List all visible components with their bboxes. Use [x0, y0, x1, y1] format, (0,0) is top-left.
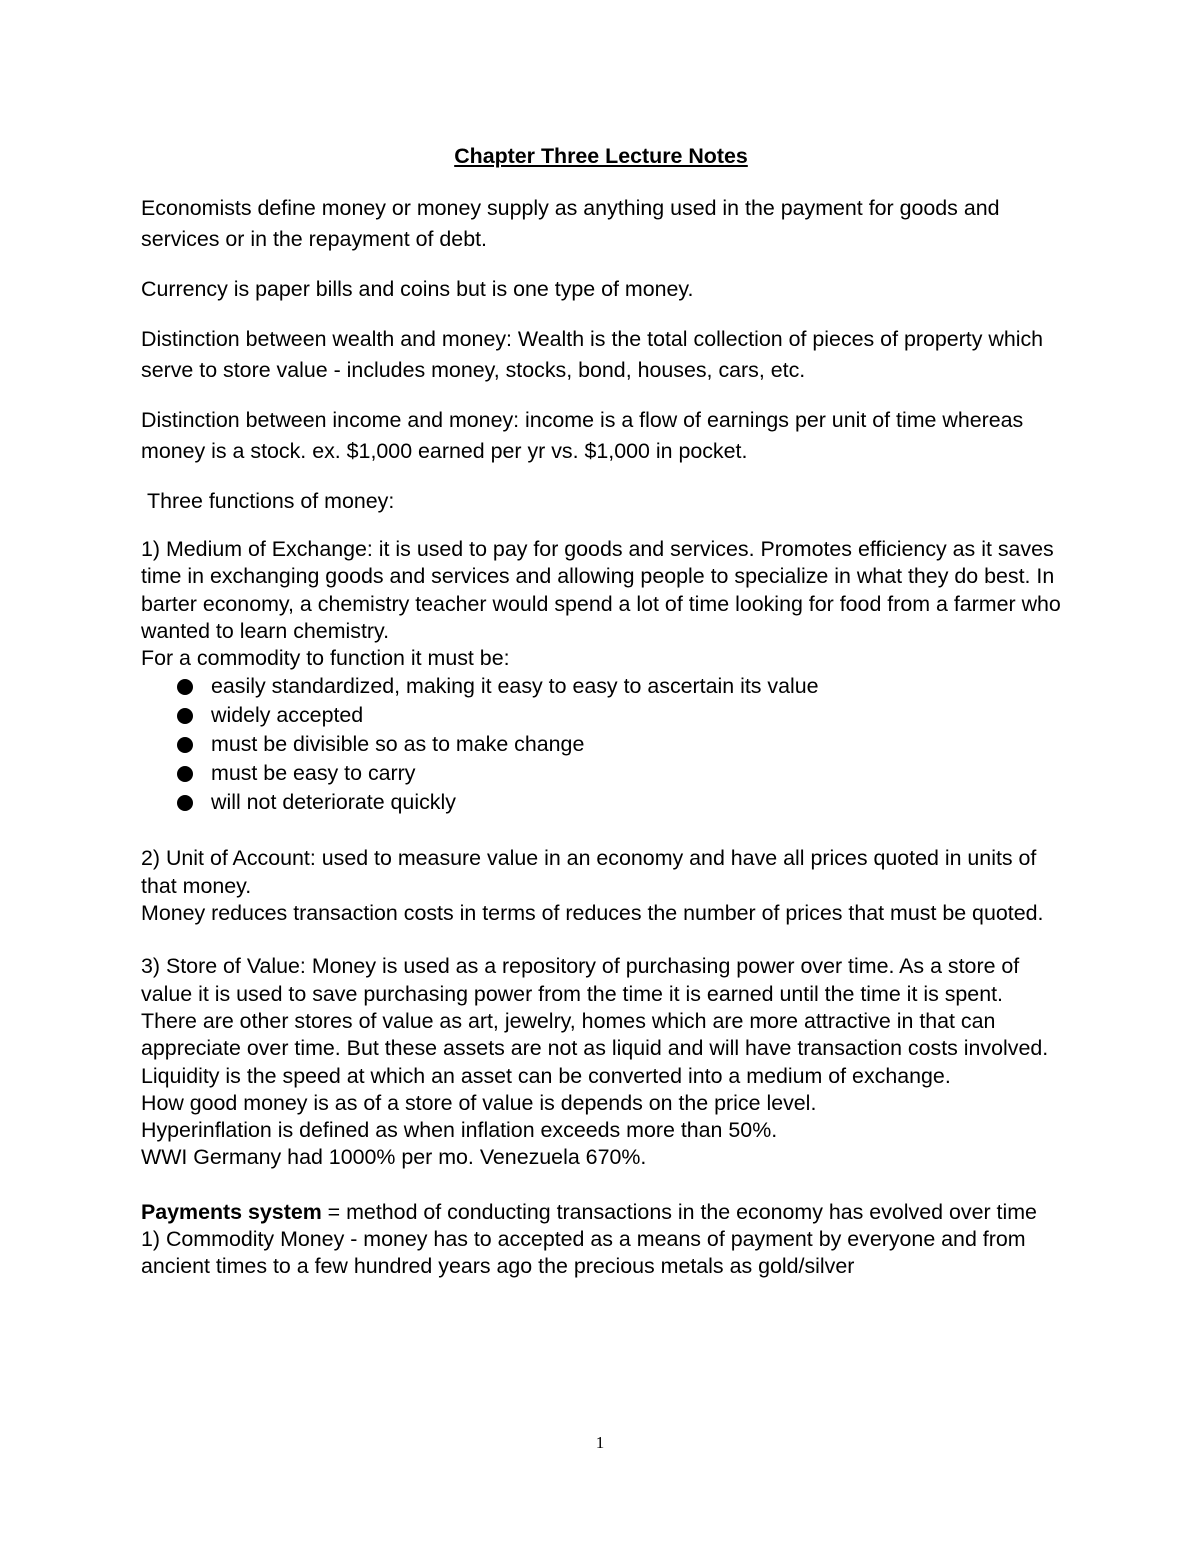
liquidity-definition: Liquidity is the speed at which an asset can be converted into a medium of exchange. [141, 1063, 951, 1088]
hyperinflation-examples: WWI Germany had 1000% per mo. Venezuela 670%. [141, 1145, 647, 1170]
list-item [177, 672, 1061, 701]
intro-paragraph-income: Distinction between income and money: income is a flow of earnings per unit of time whereas money is a stock. ex. $1,000 earned per yr vs. $1,000 in pocket. [141, 408, 1024, 463]
transaction-costs-paragraph: Money reduces transaction costs in terms of reduces the number of prices that must be quoted. [141, 901, 1044, 926]
list-item-text: will not deteriorate quickly [211, 790, 456, 815]
commodity-requirements-list [141, 672, 1061, 817]
function-store-of-value: 3) Store of Value: Money is used as a repository of purchasing power over time. As a store of value it is used to save purchasing power from the time it is earned until the time it is spent. [141, 954, 1020, 1006]
list-item-text: must be divisible so as to make change [211, 732, 585, 757]
list-item-text: easily standardized, making it easy to easy to ascertain its value [211, 674, 819, 699]
bullet-icon [177, 766, 193, 782]
list-item-text: must be easy to carry [211, 761, 416, 786]
list-item [177, 788, 1061, 817]
list-item-text: widely accepted [211, 703, 364, 728]
payments-system-definition: = method of conducting transactions in the economy has evolved over time [321, 1199, 1037, 1224]
price-level-note: How good money is as of a store of value is depends on the price level. [141, 1090, 817, 1115]
commodity-requirements-intro: For a commodity to function it must be: [141, 646, 510, 671]
function-medium-of-exchange: 1) Medium of Exchange: it is used to pay for goods and services. Promotes efficiency as it saves time in exchanging goods and services and allowing people to specialize in what they do best. In barter economy, a chemistry teacher would spend a lot of time looking for food from a farmer who wanted to learn chemistry. [141, 537, 1061, 643]
list-item [177, 759, 1061, 788]
commodity-money-paragraph: 1) Commodity Money - money has to accepted as a means of payment by everyone and from ancient times to a few hundred years ago the precious metals as gold/silver [141, 1227, 1026, 1279]
intro-paragraph-currency: Currency is paper bills and coins but is one type of money. [141, 277, 694, 301]
function-unit-of-account: 2) Unit of Account: used to measure value in an economy and have all prices quoted in units of that money. [141, 846, 1037, 898]
intro-paragraph-wealth: Distinction between wealth and money: Wealth is the total collection of pieces of property which serve to store value - includes money, stocks, bond, houses, cars, etc. [141, 327, 1044, 382]
bullet-icon [177, 795, 193, 811]
payments-system-term: Payments system [141, 1199, 322, 1224]
page-title: Chapter Three Lecture Notes [454, 144, 748, 168]
list-item [177, 701, 1061, 730]
bullet-icon [177, 737, 193, 753]
document-body [141, 141, 1061, 1281]
payments-system-paragraph [141, 1199, 1061, 1226]
bullet-icon [177, 679, 193, 695]
intro-paragraph-money-definition: Economists define money or money supply as anything used in the payment for goods and services or in the repayment of debt. [141, 196, 1000, 251]
bullet-icon [177, 708, 193, 724]
list-item [177, 730, 1061, 759]
other-stores-of-value: There are other stores of value as art, jewelry, homes which are more attractive in that can appreciate over time. But these assets are not as liquid and will have transaction costs involved. [141, 1008, 1049, 1061]
hyperinflation-definition: Hyperinflation is defined as when inflation exceeds more than 50%. [141, 1118, 778, 1143]
page-number: 1 [595, 1433, 605, 1452]
functions-heading: Three functions of money: [147, 489, 395, 513]
